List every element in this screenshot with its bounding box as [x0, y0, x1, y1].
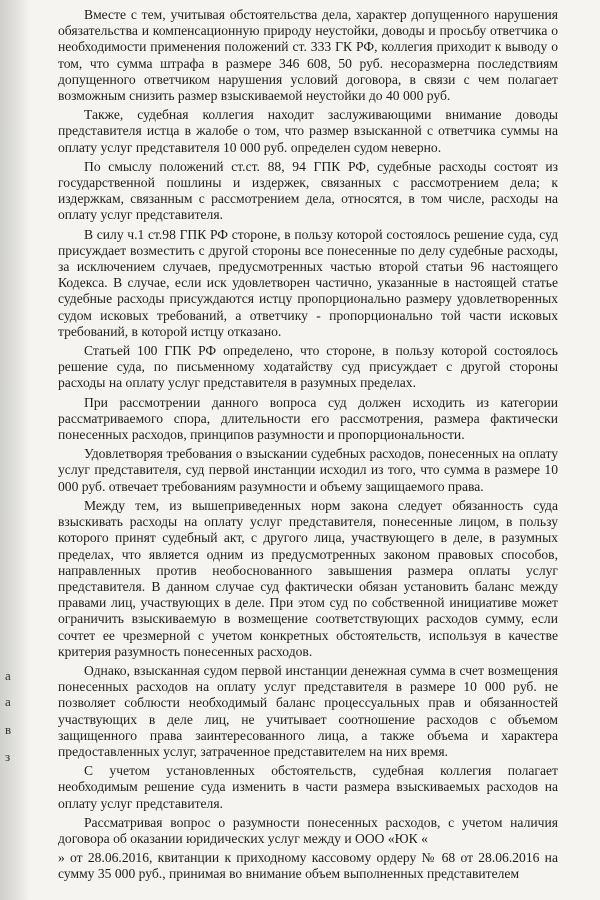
- paragraph: Вместе с тем, учитывая обстоятельства дела, характер допущенного нарушения обязательства и компенсационную природу неустойки, доводы и просьбу ответчика о необходимости применения положений ст. 333 ГК РФ, коллегия приходит к выводу о том, что сумма штрафа в размере 346 608, 50 руб. несоразмерна последствиям допущенного ответчиком нарушения условий договора, в связи с чем полагает возможным снизить размер взыскиваемой неустойки до 40 000 руб.: [58, 7, 558, 104]
- margin-mark: з: [5, 749, 11, 764]
- margin-mark: а: [5, 668, 11, 683]
- margin-mark: в: [5, 722, 12, 737]
- paragraph: Рассматривая вопрос о разумности понесенных расходов, с учетом наличия договора об оказании юридических услуг между и ООО «ЮК «: [58, 814, 558, 846]
- paragraph: Между тем, из вышеприведенных норм закона следует обязанность суда взыскивать расходы на оплату услуг представителя, понесенные лицом, в пользу которого принят судебный акт, с другого лица, участвующего в деле, в разумных пределах, что является одним из предусмотренных законом правовых способов, направленных против необоснованного завышения размера оплаты услуг представителя. В данном случае суд фактически обязан установить баланс между правами лиц, участвующих в деле. При этом суд по собственной инициативе может ограничить взыскиваемую в возмещение соответствующих расходов сумму, если сочтет ее чрезмерной с учетом конкретных обстоятельств, используя в качестве критерия разумность понесенных расходов.: [58, 497, 558, 659]
- paragraph: Также, судебная коллегия находит заслуживающими внимание доводы представителя истца в жалобе о том, что размер взысканной с ответчика суммы на оплату услуг представителя 10 000 руб. определен судом неверно.: [58, 107, 558, 155]
- paragraph: В силу ч.1 ст.98 ГПК РФ стороне, в пользу которой состоялось решение суда, суд присуждает возместить с другой стороны все понесенные по делу судебные расходы, за исключением случаев, предусмотренных частью второй статьи 96 настоящего Кодекса. В случае, если иск удовлетворен частично, указанные в настоящей статье судебные расходы присуждаются истцу пропорционально размеру удовлетворенных судом исковых требований, а ответчику - пропорционально той части исковых требований, в которой истцу отказано.: [58, 226, 558, 339]
- paragraph: Удовлетворяя требования о взыскании судебных расходов, понесенных на оплату услуг представителя, суд первой инстанции исходил из того, что сумма в размере 10 000 руб. отвечает требованиям разумности и объему защищаемого права.: [58, 446, 558, 494]
- paragraph: Статьей 100 ГПК РФ определено, что стороне, в пользу которой состоялось решение суда, по письменному ходатайству суд присуждает с другой стороны расходы на оплату услуг представителя в разумных пределах.: [58, 343, 558, 391]
- paragraph: Однако, взысканная судом первой инстанции денежная сумма в счет возмещения понесенных расходов на оплату услуг представителя в размере 10 000 руб. не позволяет соблюсти необходимый баланс процессуальных прав и обязанностей участвующих в деле лиц, не учитывает соотношение расходов с объемом защищенного права заинтересованного лица, а также объема и характера предоставленных услуг, затраченное представителем на них время.: [58, 662, 558, 759]
- paragraph: При рассмотрении данного вопроса суд должен исходить из категории рассматриваемого спора, длительности его рассмотрения, размера фактически понесенных расходов, принципов разумности и пропорциональности.: [58, 394, 558, 443]
- paragraph: С учетом установленных обстоятельств, судебная коллегия полагает необходимым решение суда изменить в части размера взыскиваемых расходов на оплату услуг представителя.: [58, 763, 558, 811]
- paragraph: » от 28.06.2016, квитанции к приходному кассовому ордеру № 68 от 28.06.2016 на сумму 35 000 руб., принимая во внимание объем выполненных представителем: [58, 850, 558, 882]
- document-page: [58, 7, 558, 886]
- margin-mark: а: [5, 694, 11, 709]
- scan-left-edge: [0, 0, 30, 900]
- paragraph: По смыслу положений ст.ст. 88, 94 ГПК РФ, судебные расходы состоят из государственной пошлины и издержек, связанных с рассмотрением дела; к издержкам, связанным с рассмотрением дела, относятся, в том числе, расходы на оплату услуг представителя.: [58, 158, 558, 223]
